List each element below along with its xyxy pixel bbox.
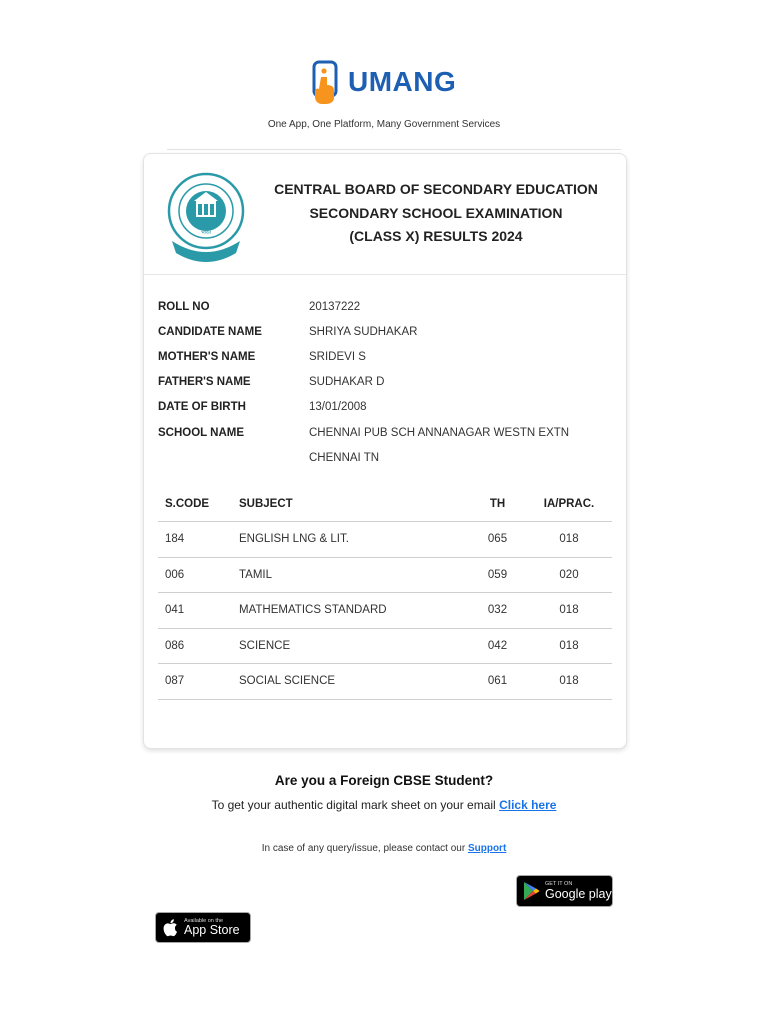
brand-name: UMANG	[348, 66, 457, 97]
roll-no-row	[158, 294, 618, 319]
cell-scode: 086	[165, 639, 185, 652]
result-card	[143, 153, 627, 749]
candidate-name-label: CANDIDATE NAME	[158, 325, 262, 338]
table-row	[158, 593, 612, 629]
google-play-badge[interactable]	[516, 875, 613, 907]
mother-name-row	[158, 344, 618, 369]
roll-no-label: ROLL NO	[158, 300, 210, 313]
result-card-header	[144, 154, 626, 275]
umang-header	[0, 58, 768, 108]
table-row	[158, 522, 612, 558]
school-name-value-cont: CHENNAI TN	[309, 451, 380, 464]
umang-hand-logo-icon	[311, 60, 341, 106]
dob-row	[158, 395, 618, 420]
google-play-icon	[517, 876, 545, 906]
mother-name-value: SRIDEVI S	[309, 350, 366, 363]
cell-scode: 087	[165, 675, 185, 688]
header-th: TH	[489, 498, 506, 510]
candidate-info	[158, 294, 618, 470]
foreign-student-message: To get your authentic digital mark sheet on your email	[211, 798, 496, 812]
cell-scode: 184	[165, 533, 185, 546]
svg-text:भारत: भारत	[201, 230, 211, 236]
header-scode: S.CODE	[165, 498, 210, 510]
cell-th: 059	[487, 568, 508, 581]
cell-ia: 018	[559, 533, 579, 546]
cell-subject: TAMIL	[239, 568, 273, 581]
father-name-row	[158, 370, 618, 395]
header-subject: SUBJECT	[239, 498, 293, 510]
foreign-student-text	[0, 798, 768, 812]
google-play-text	[545, 882, 612, 900]
mother-name-label: MOTHER'S NAME	[158, 350, 256, 363]
roll-no-value: 20137222	[309, 300, 361, 313]
dob-label: DATE OF BIRTH	[158, 401, 246, 414]
table-row	[158, 629, 612, 665]
cell-ia: 020	[559, 568, 579, 581]
support-link[interactable]: Support	[467, 843, 507, 854]
marks-table	[158, 487, 612, 700]
candidate-name-row	[158, 319, 618, 344]
cbse-emblem-icon	[166, 171, 246, 265]
candidate-name-value: SHRIYA SUDHAKAR	[309, 325, 418, 338]
apple-icon	[156, 913, 184, 942]
cell-th: 061	[487, 675, 508, 688]
cell-th: 065	[487, 533, 508, 546]
father-name-value: SUDHAKAR D	[309, 376, 385, 389]
app-store-big: App Store	[184, 923, 240, 937]
cell-th: 032	[487, 604, 508, 617]
google-play-small: GET IT ON	[545, 881, 573, 887]
board-title	[256, 178, 616, 249]
app-store-small: Available on the	[184, 917, 224, 924]
app-store-text	[184, 919, 240, 937]
cell-ia: 018	[559, 639, 579, 652]
father-name-label: FATHER'S NAME	[158, 376, 251, 389]
foreign-student-title: Are you a Foreign CBSE Student?	[274, 773, 494, 788]
board-title-line: CENTRAL BOARD OF SECONDARY EDUCATION	[274, 181, 598, 197]
google-play-big: Google play	[545, 886, 612, 901]
click-here-link[interactable]: Click here	[499, 798, 557, 812]
divider	[167, 149, 621, 150]
cell-subject: SOCIAL SCIENCE	[239, 675, 336, 688]
cell-ia: 018	[559, 604, 579, 617]
table-row	[158, 664, 612, 700]
cell-subject: MATHEMATICS STANDARD	[239, 604, 387, 617]
marks-table-header	[158, 487, 612, 522]
cell-ia: 018	[559, 675, 579, 688]
result-year-line: (CLASS X) RESULTS 2024	[349, 228, 523, 244]
cell-scode: 041	[165, 604, 185, 617]
school-name-value: CHENNAI PUB SCH ANNANAGAR WESTN EXTN	[309, 426, 570, 439]
support-query-text: In case of any query/issue, please contact our	[261, 843, 466, 854]
brand-tagline: One App, One Platform, Many Government Services	[267, 119, 501, 130]
header-ia: IA/PRAC.	[543, 498, 595, 510]
cell-subject: SCIENCE	[239, 639, 291, 652]
cell-scode: 006	[165, 568, 185, 581]
cell-subject: ENGLISH LNG & LIT.	[239, 533, 349, 546]
exam-title-line: SECONDARY SCHOOL EXAMINATION	[309, 204, 563, 221]
support-query	[0, 843, 768, 854]
table-row	[158, 558, 612, 594]
cell-th: 042	[487, 639, 508, 652]
dob-value: 13/01/2008	[309, 401, 367, 414]
school-name-row	[158, 420, 618, 445]
app-store-badge[interactable]	[155, 912, 251, 943]
school-name-label: SCHOOL NAME	[158, 426, 245, 439]
